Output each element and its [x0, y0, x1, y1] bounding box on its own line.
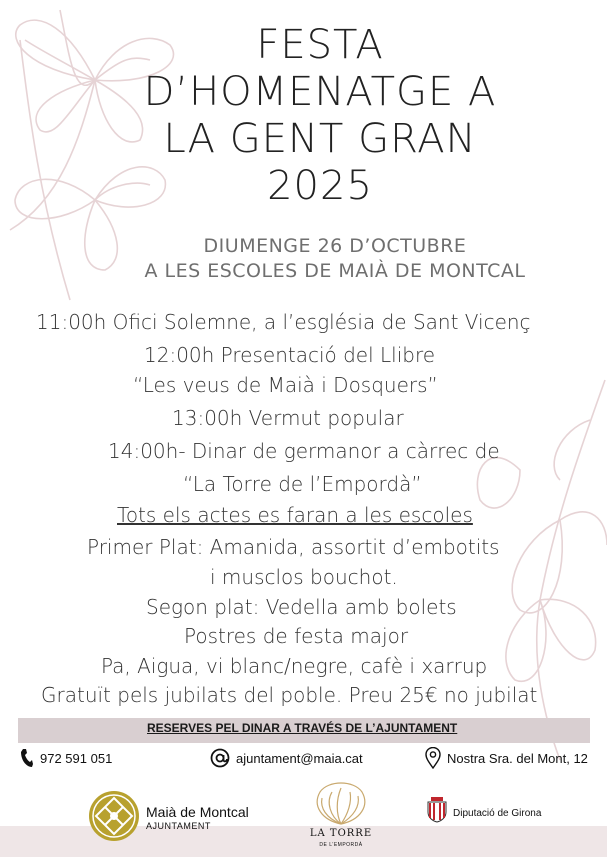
maia-subtitle: AJUNTAMENT: [146, 821, 211, 831]
title-line-2: D’HOMENATGE A: [143, 69, 497, 115]
reservation-title: RESERVES PEL DINAR A TRAVÉS DE L’AJUNTAMENT: [147, 721, 458, 735]
program-item: 11:00h Ofici Solemne, a l’església de Sant Vicenç: [36, 310, 531, 334]
event-date: DIUMENGE 26 D’OCTUBRE: [203, 235, 467, 257]
phone-icon: [20, 748, 34, 768]
event-title: [120, 22, 520, 210]
shell-icon: [302, 780, 380, 828]
la-torre-logo: [302, 780, 380, 854]
maia-logo: [88, 790, 263, 842]
la-torre-name: LA TORRE: [309, 828, 373, 839]
program-note: Tots els actes es faran a les escoles: [117, 503, 473, 527]
maia-emblem-icon: [88, 790, 140, 842]
program-item: 14:00h- Dinar de germanor a càrrec de: [108, 439, 500, 463]
diputacio-logo: [426, 797, 546, 827]
maia-name: Maià de Montcal: [146, 804, 249, 820]
location-pin-icon: [425, 747, 441, 769]
event-subtitle: [100, 234, 570, 284]
menu-item: Segon plat: Vedella amb bolets: [146, 595, 457, 619]
price-info: Gratuït pels jubilats del poble. Preu 25€ no jubilat: [41, 683, 538, 707]
la-torre-subtitle: DE L’EMPORDÀ: [319, 842, 363, 848]
menu-item: Postres de festa major: [184, 624, 409, 648]
program-item: 13:00h Vermut popular: [172, 406, 404, 430]
title-line-1: FESTA: [256, 22, 384, 68]
title-line-4: 2025: [267, 163, 373, 209]
menu-item: i musclos bouchot.: [210, 565, 398, 589]
phone-contact[interactable]: [20, 745, 112, 771]
title-line-3: LA GENT GRAN: [163, 116, 477, 162]
program-item: “Les veus de Maià i Dosquers”: [133, 373, 438, 397]
email-contact[interactable]: [210, 745, 363, 771]
at-icon: [210, 748, 230, 768]
event-location: A LES ESCOLES DE MAIÀ DE MONTCAL: [144, 260, 526, 282]
address-text: Nostra Sra. del Mont, 12: [447, 750, 588, 766]
address-contact: [425, 745, 588, 771]
menu-item: Primer Plat: Amanida, assortit d’embotits: [87, 535, 500, 559]
diputacio-shield-icon: [426, 797, 448, 823]
diputacio-name: Diputació de Girona: [453, 808, 542, 819]
phone-number: 972 591 051: [40, 750, 113, 766]
menu-item: Pa, Aigua, vi blanc/negre, cafè i xarrup: [101, 654, 488, 678]
program-item: “La Torre de l’Empordà”: [183, 472, 422, 496]
email-address: ajuntament@maia.cat: [236, 750, 363, 766]
program-item: 12:00h Presentació del Llibre: [144, 343, 436, 367]
